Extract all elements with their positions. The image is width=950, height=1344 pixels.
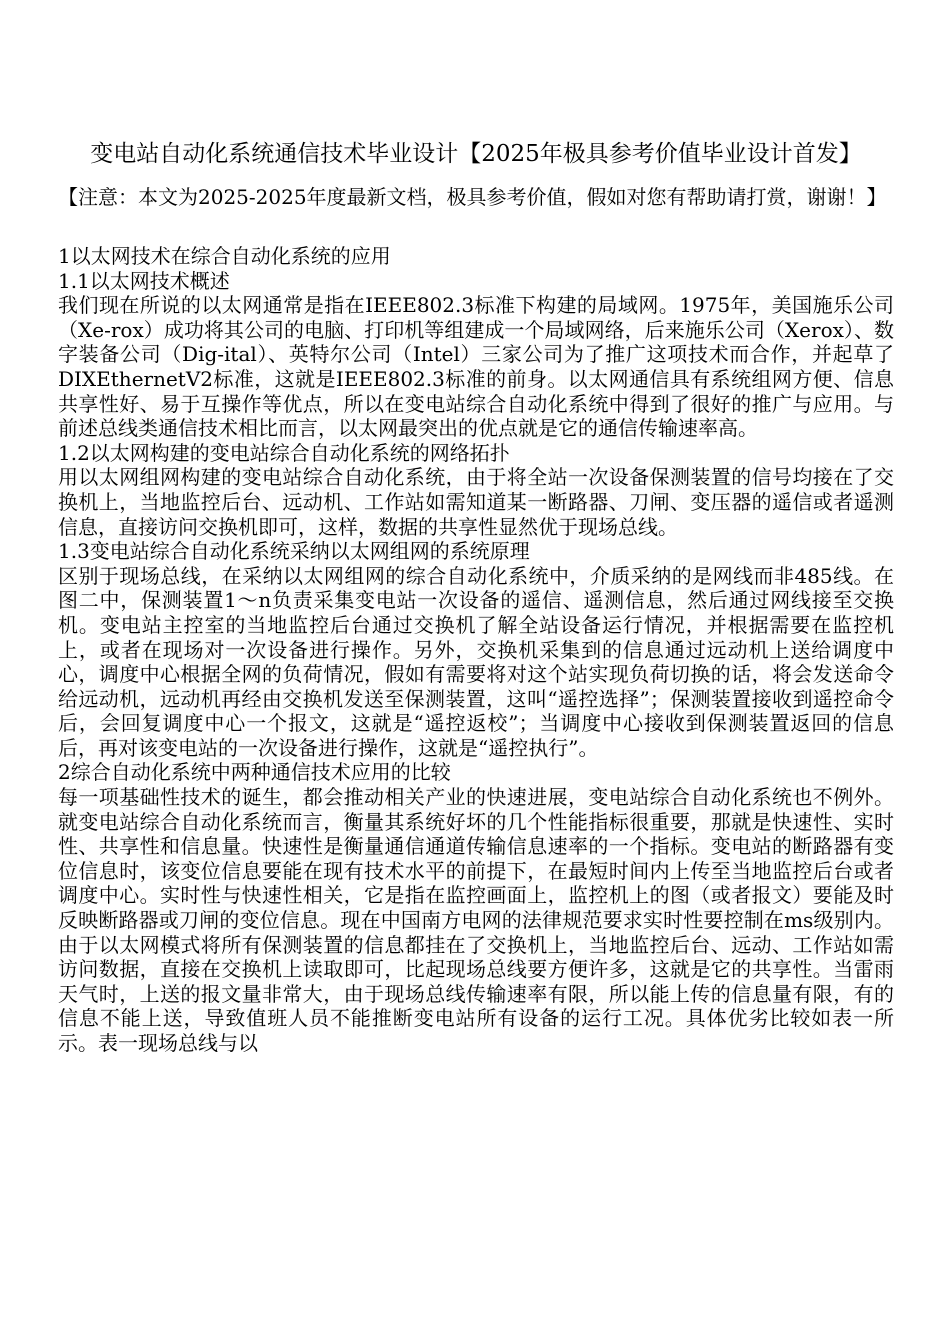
section-text-1-1: 我们现在所说的以太网通常是指在IEEE802.3标准下构建的局域网。1975年，美国施乐公司（Xe-rox）成功将其公司的电脑、打印机等组建成一个局域网络，后来施乐公司（Xerox）、数字装备公司（Dig-ital）、英特尔公司（Intel）三家公司为了推广这项技术而合作，并起草了DIXEthernetV2标准，这就是IEEE802.3标准的前身。以太网通信具有系统组网方便、信息共享性好、易于互操作等优点，所以在变电站综合自动化系统中得到了很好的推广与应用。与前述总线类通信技术相比而言，以太网最突出的优点就是它的通信传输速率高。	[58, 293, 894, 441]
section-text-1-3: 区别于现场总线，在采纳以太网组网的综合自动化系统中，介质采纳的是网线而非485线。在图二中，保测装置1～n负责采集变电站一次设备的遥信、遥测信息，然后通过网线接至交换机。变电站主控室的当地监控后台通过交换机了解全站设备运行情况，并根据需要在监控机上，或者在现场对一次设备进行操作。另外，交换机采集到的信息通过远动机上送给调度中心，调度中心根据全网的负荷情况，假如有需要将对这个站实现负荷切换的话，将会发送命令给远动机，远动机再经由交换机发送至保测装置，这叫“遥控选择”；保测装置接收到遥控命令后，会回复调度中心一个报文，这就是“遥控返校”；当调度中心接收到保测装置返回的信息后，再对该变电站的一次设备进行操作，这就是“遥控执行”。	[58, 563, 894, 760]
section-text-1-2: 用以太网组网构建的变电站综合自动化系统，由于将全站一次设备保测装置的信号均接在了交换机上，当地监控后台、远动机、工作站如需知道某一断路器、刀闸、变压器的遥信或者遥测信息，直接访问交换机即可，这样，数据的共享性显然优于现场总线。	[58, 465, 894, 539]
document-notice: 【注意：本文为2025-2025年度最新文档，极具参考价值，假如对您有帮助请打赏，谢谢！】	[58, 185, 887, 209]
section-text-2: 每一项基础性技术的诞生，都会推动相关产业的快速进展，变电站综合自动化系统也不例外。就变电站综合自动化系统而言，衡量其系统好坏的几个性能指标很重要，那就是快速性、实时性、共享性和信息量。快速性是衡量通信通道传输信息速率的一个指标。变电站的断路器有变位信息时，该变位信息要能在现有技术水平的前提下，在最短时间内上传至当地监控后台或者调度中心。实时性与快速性相关，它是指在监控画面上，监控机上的图（或者报文）要能及时反映断路器或刀闸的变位信息。现在中国南方电网的法律规范要求实时性要控制在ms级别内。由于以太网模式将所有保测装置的信息都挂在了交换机上，当地监控后台、远动、工作站如需访问数据，直接在交换机上读取即可，比起现场总线要方便许多，这就是它的共享性。当雷雨天气时，上送的报文量非常大，由于现场总线传输速率有限，所以能上传的信息量有限，有的信息不能上送，导致值班人员不能推断变电站所有设备的运行工况。具体优劣比较如表一所示。表一现场总线与以	[58, 785, 894, 1055]
section-heading-1: 1以太网技术在综合自动化系统的应用	[58, 244, 391, 268]
section-heading-1-3: 1.3变电站综合自动化系统采纳以太网组网的系统原理	[58, 539, 530, 564]
section-heading-1-1: 1.1以太网技术概述	[58, 268, 230, 293]
section-heading-2: 2综合自动化系统中两种通信技术应用的比较	[58, 760, 451, 785]
document-page	[58, 128, 894, 1056]
spacer	[58, 210, 894, 244]
document-title: 变电站自动化系统通信技术毕业设计【2025年极具参考价值毕业设计首发】	[90, 141, 862, 167]
section-heading-1-2: 1.2以太网构建的变电站综合自动化系统的网络拓扑	[58, 440, 510, 465]
